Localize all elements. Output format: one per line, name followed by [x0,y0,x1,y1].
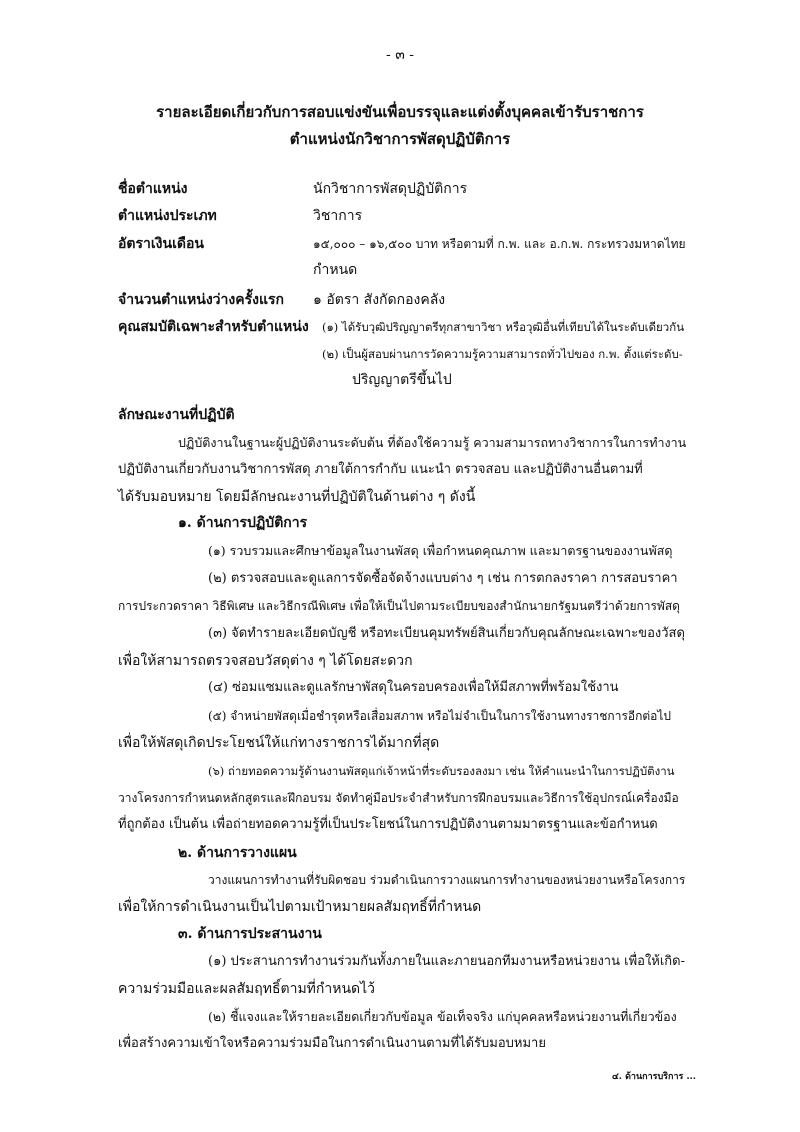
section-3-heading: ๓. ด้านการประสานงาน [178,926,322,942]
qualification-2-line-2: ปริญญาตรีขึ้นไป [352,372,452,388]
type-value: วิชาการ [313,208,363,224]
salary-label: อัตราเงินเดือน [118,236,204,252]
intro-line-3: ได้รับมอบหมาย โดยมีลักษณะงานที่ปฏิบัติในด้านต่าง ๆ ดังนี้ [118,489,476,505]
vacancy-value: ๑ อัตรา สังกัดกองคลัง [313,292,446,308]
position-label: ชื่อตำแหน่ง [118,181,188,197]
section-2-line-2: เพื่อให้การดำเนินงานเป็นไปตามเป้าหมายผลสัมฤทธิ์ที่กำหนด [118,899,482,915]
continued-footer: ๔. ด้านการบริการ ... [612,1072,696,1082]
section-1-item-6-line-2: วางโครงการกำหนดหลักสูตรและฝึกอบรม จัดทำคู่มือประจำสำหรับการฝึกอบรมและวิธีการใช้อุปกรณ์เครื่องมือ [118,791,679,805]
section-1-item-2-line-1: (๒) ตรวจสอบและดูแลการจัดซื้อจัดจ้างแบบต่าง ๆ เช่น การตกลงราคา การสอบราคา [208,571,678,586]
section-2-heading: ๒. ด้านการวางแผน [178,845,297,861]
section-1-item-4: (๔) ซ่อมแซมและดูแลรักษาพัสดุในครอบครองเพื่อให้มีสภาพที่พร้อมใช้งาน [208,680,619,695]
section-1-item-1: (๑) รวบรวมและศึกษาข้อมูลในงานพัสดุ เพื่อกำหนดคุณภาพ และมาตรฐานของงานพัสดุ [208,543,673,558]
title-line-2: ตำแหน่งนักวิชาการพัสดุปฏิบัติการ [289,130,511,148]
page-number: - ๓ - [386,47,414,63]
salary-value-line-2: กำหนด [313,262,358,278]
section-1-item-3-line-2: เพื่อให้สามารถตรวจสอบวัสดุต่าง ๆ ได้โดยสะดวก [118,653,413,669]
job-heading: ลักษณะงานที่ปฏิบัติ [118,407,235,423]
intro-line-2: ปฏิบัติงานเกี่ยวกับงานวิชาการพัสดุ ภายใต้การกำกับ แนะนำ ตรวจสอบ และปฏิบัติงานอื่นตามที่ [118,462,643,477]
section-1-item-6-line-1: (๖) ถ่ายทอดความรู้ด้านงานพัสดุแก่เจ้าหน้าที่ระดับรองลงมา เช่น ให้คำแนะนำในการปฏิบัติงาน [208,764,675,778]
section-1-heading: ๑. ด้านการปฏิบัติการ [178,515,308,531]
section-3-item-1-line-2: ความร่วมมือและผลสัมฤทธิ์ตามที่กำหนดไว้ [118,981,376,997]
intro-line-1: ปฏิบัติงานในฐานะผู้ปฏิบัติงานระดับต้น ที่ต้องใช้ความรู้ ความสามารถทางวิชาการในการทำงาน [178,435,687,450]
section-2-line-1: วางแผนการทำงานที่รับผิดชอบ ร่วมดำเนินการวางแผนการทำงานของหน่วยงานหรือโครงการ [208,873,686,887]
qualification-label: คุณสมบัติเฉพาะสำหรับตำแหน่ง [118,319,309,335]
title-line-1: รายละเอียดเกี่ยวกับการสอบแข่งขันเพื่อบรรจุและแต่งตั้งบุคคลเข้ารับราชการ [156,103,644,121]
section-1-item-3-line-1: (๓) จัดทำรายละเอียดบัญชี หรือทะเบียนคุมทรัพย์สินเกี่ยวกับคุณลักษณะเฉพาะของวัสดุ [208,626,685,641]
section-1-item-5-line-1: (๕) จำหน่ายพัสดุเมื่อชำรุดหรือเสื่อมสภาพ หรือไม่จำเป็นในการใช้งานทางราชการอีกต่อไป [208,709,672,723]
position-value: นักวิชาการพัสดุปฏิบัติการ [313,181,468,197]
section-3-item-2-line-1: (๒) ชี้แจงและให้รายละเอียดเกี่ยวกับข้อมูล ข้อเท็จจริง แก่บุคคลหรือหน่วยงานที่เกี่ยวข้อง [208,1009,677,1024]
section-3-item-1-line-1: (๑) ประสานการทำงานร่วมกันทั้งภายในและภายนอกทีมงานหรือหน่วยงาน เพื่อให้เกิด- [208,954,686,969]
qualification-2-line-1: (๒) เป็นผู้สอบผ่านการวัดความรู้ความสามารถทั่วไปของ ก.พ. ตั้งแต่ระดับ- [322,347,683,361]
vacancy-label: จำนวนตำแหน่งว่างครั้งแรก [118,292,284,308]
section-3-item-2-line-2: เพื่อสร้างความเข้าใจหรือความร่วมมือในการดำเนินงานตามที่ได้รับมอบหมาย [118,1036,546,1051]
section-1-item-5-line-2: เพื่อให้พัสดุเกิดประโยชน์ให้แก่ทางราชการได้มากที่สุด [118,735,440,751]
qualification-1: (๑) ได้รับวุฒิปริญญาตรีทุกสาขาวิชา หรือวุฒิอื่นที่เทียบได้ในระดับเดียวกัน [322,320,685,334]
type-label: ตำแหน่งประเภท [118,208,217,224]
salary-value-line-1: ๑๕,๐๐๐ – ๑๖,๕๐๐ บาท หรือตามที่ ก.พ. และ อ.ก.พ. กระทรวงมหาดไทย [313,237,686,251]
section-1-item-6-line-3: ที่ถูกต้อง เป็นต้น เพื่อถ่ายทอดความรู้ที่เป็นประโยชน์ในการปฏิบัติงานตามมาตรฐานและข้อกำหนด [118,817,658,832]
section-1-item-2-line-2: การประกวดราคา วิธีพิเศษ และวิธีกรณีพิเศษ เพื่อให้เป็นไปตามระเบียบของสำนักนายกรัฐมนตรีว่าด้วยการพัสดุ [118,599,680,613]
